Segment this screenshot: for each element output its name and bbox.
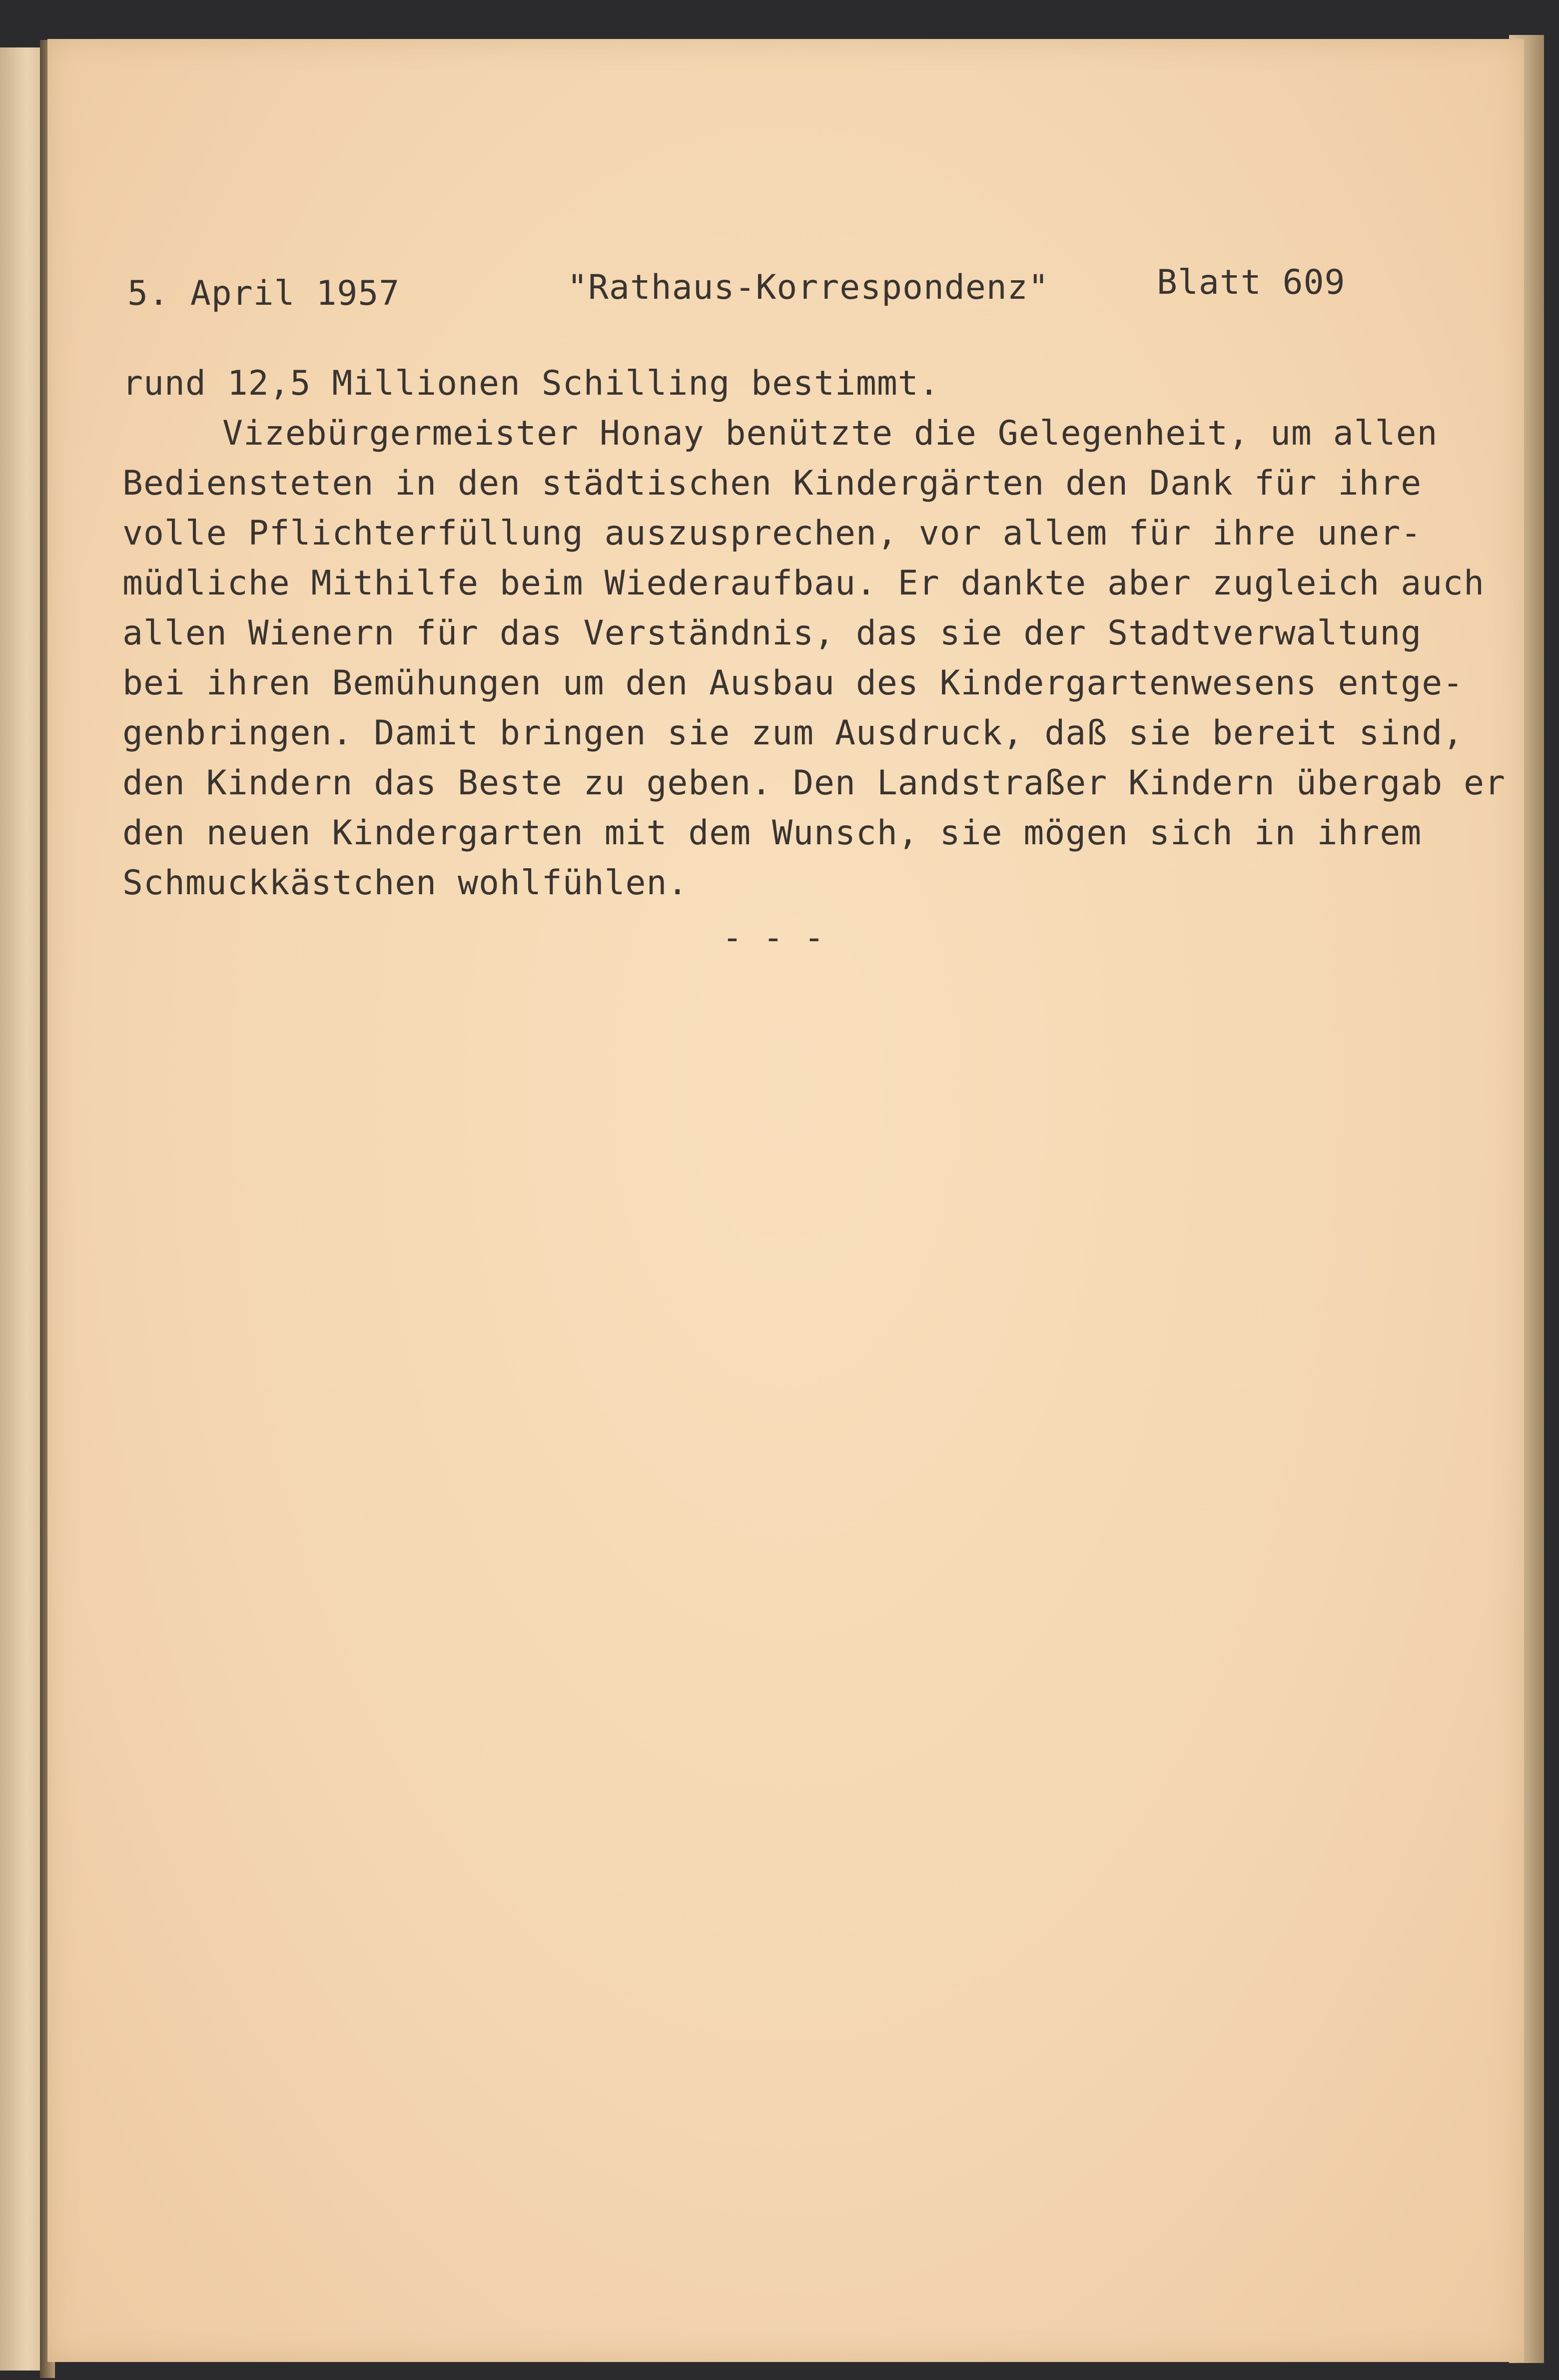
- header-date: 5. April 1957: [127, 274, 400, 313]
- text-line: Vizebürgermeister Honay benützte die Gelegenheit, um allen: [222, 414, 1438, 453]
- page-header: [127, 263, 1407, 329]
- text-line: bei ihren Bemühungen um den Ausbau des Kindergartenwesens entge-: [122, 663, 1464, 703]
- document-page: [47, 39, 1524, 2362]
- text-line: Schmuckkästchen wohlfühlen.: [122, 863, 689, 903]
- text-line: müdliche Mithilfe beim Wiederaufbau. Er dankte aber zugleich auch: [122, 564, 1485, 603]
- header-sheet-number: Blatt 609: [1157, 263, 1346, 302]
- text-line: rund 12,5 Millionen Schilling bestimmt.: [122, 364, 940, 403]
- text-line: den neuen Kindergarten mit dem Wunsch, sie mögen sich in ihrem: [122, 813, 1422, 853]
- text-line: volle Pflichterfüllung auszusprechen, vor allem für ihre uner-: [122, 514, 1422, 553]
- text-line: genbringen. Damit bringen sie zum Ausdruck, daß sie bereit sind,: [122, 713, 1464, 753]
- text-line: Bediensteten in den städtischen Kindergärten den Dank für ihre: [122, 464, 1422, 503]
- text-line: allen Wienern für das Verständnis, das sie der Stadtverwaltung: [122, 613, 1422, 653]
- header-publication: "Rathaus-Korrespondenz": [567, 268, 1049, 307]
- body-text: [122, 359, 1547, 908]
- end-mark: - - -: [722, 918, 824, 958]
- text-line: den Kindern das Beste zu geben. Den Landstraßer Kindern übergab er: [122, 763, 1506, 803]
